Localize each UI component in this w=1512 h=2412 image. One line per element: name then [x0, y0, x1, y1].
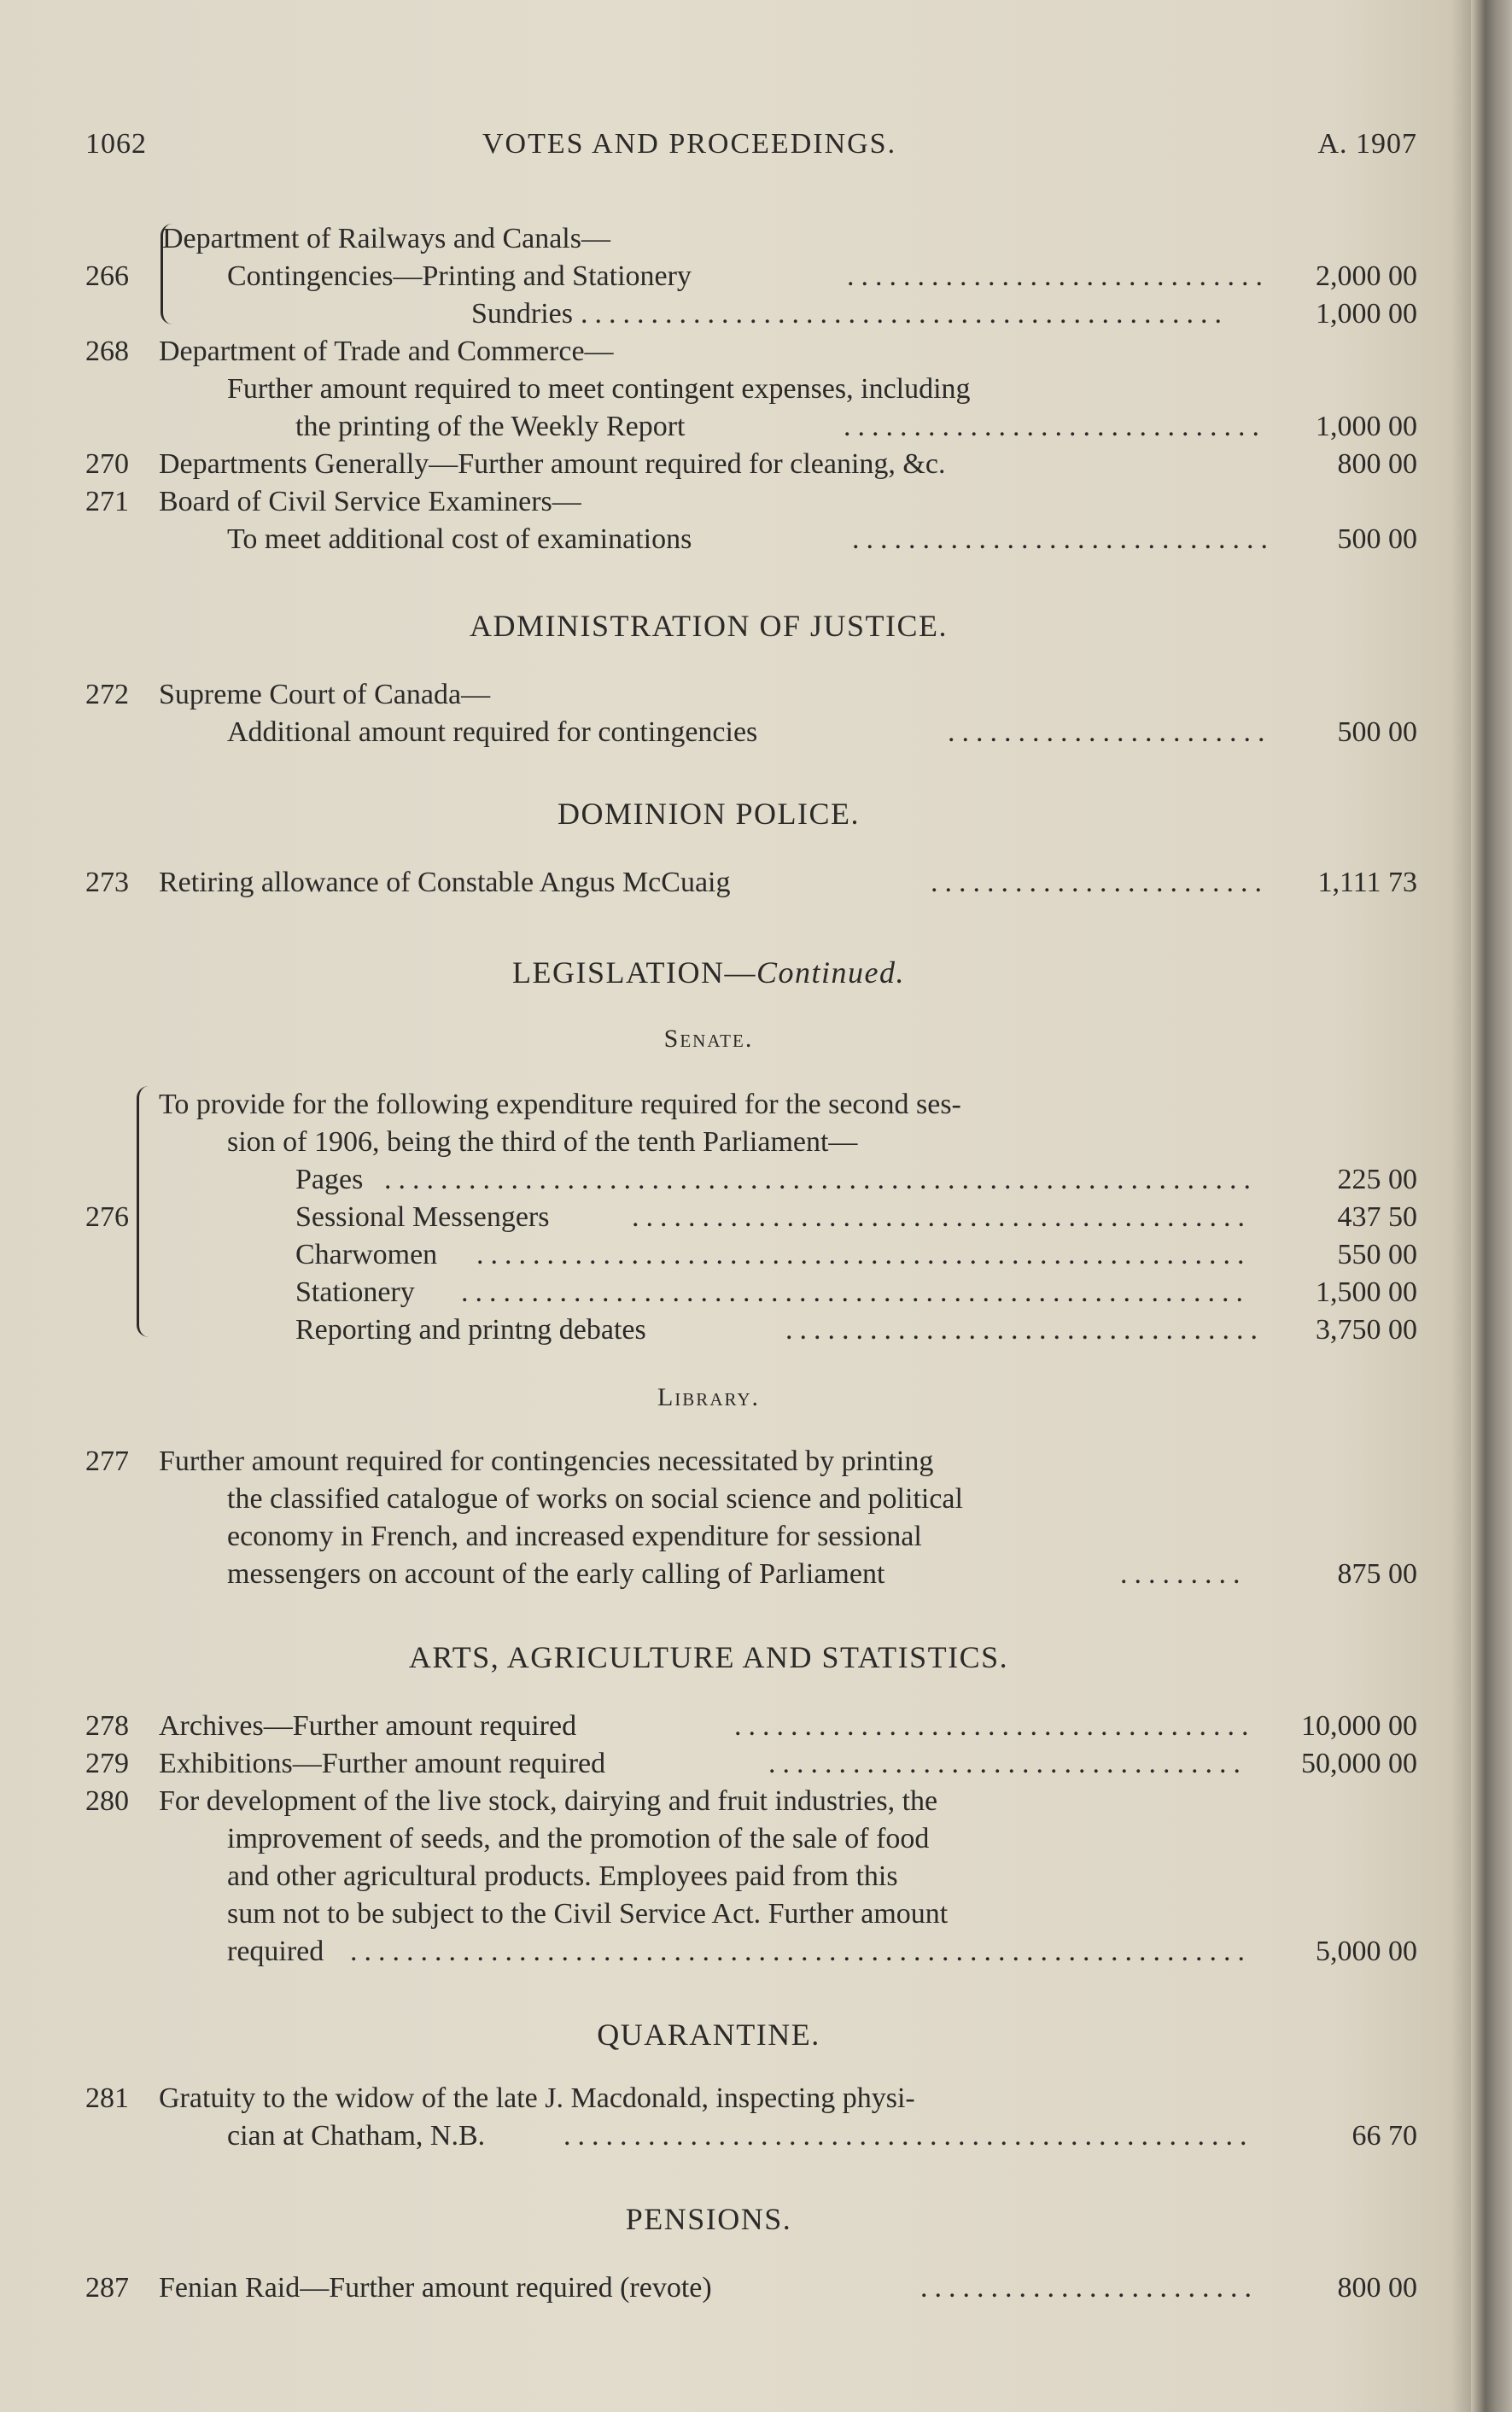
item-277-line4: messengers on account of the early calling of Parliament ......... 875 00: [85, 1556, 1417, 1593]
amount: 1,000 00: [1316, 298, 1417, 330]
dot-leader: .................................................: [563, 2120, 1254, 2152]
amount: 66 70: [1351, 2120, 1417, 2152]
session-year: A. 1907: [1317, 128, 1417, 160]
item-273-line1: 273 Retiring allowance of Constable Angus McCuaig ........................ 1,111 73: [85, 864, 1417, 902]
item-number: 276: [85, 1201, 129, 1233]
amount: 3,750 00: [1316, 1314, 1417, 1346]
dot-leader: .....................................: [734, 1710, 1256, 1742]
item-280-line3: and other agricultural products. Employees paid from this: [227, 1860, 898, 1892]
item-279-line1: 279 Exhibitions—Further amount required .................................. 50,000 00: [85, 1745, 1417, 1783]
item-276-sub-1: Pages .............................................................. 225 00: [85, 1161, 1417, 1199]
item-268-line3: the printing of the Weekly Report .............................. 1,000 00: [85, 408, 1417, 446]
item-number: 278: [85, 1710, 129, 1742]
section-heading-legislation: [85, 955, 1332, 990]
dot-leader: ........................................................: [461, 1276, 1250, 1308]
dot-leader: ................................................................: [350, 1936, 1252, 1967]
item-276-line1: To provide for the following expenditure required for the second ses-: [159, 1089, 961, 1120]
page-number: 1062: [85, 128, 147, 160]
item-268-line2: Further amount required to meet contingent expenses, including: [227, 373, 971, 405]
item-280-line2: improvement of seeds, and the promotion of the sale of food: [227, 1823, 930, 1854]
item-number: 280: [85, 1785, 129, 1817]
item-277-line2: the classified catalogue of works on social science and political: [227, 1483, 963, 1515]
item-number: 270: [85, 448, 129, 480]
item-271-line1: 271 Board of Civil Service Examiners—: [85, 483, 1417, 521]
item-276-sub-5: Reporting and printng debates .................................. 3,750 00: [85, 1311, 1417, 1349]
item-280-line5: required ................................................................ 5,000 00: [85, 1933, 1417, 1971]
amount: 500 00: [1337, 523, 1417, 555]
amount: 800 00: [1337, 2272, 1417, 2304]
book-spine-shadow: [1471, 0, 1512, 2412]
item-266-line2: 266 Contingencies—Printing and Stationery .............................. 2,000 00: [85, 258, 1417, 295]
dot-leader: .......................................................: [476, 1239, 1252, 1270]
page-title: VOTES AND PROCEEDINGS.: [482, 128, 897, 160]
dot-leader: ........................: [931, 867, 1269, 898]
subheading-senate: Senate.: [663, 1025, 754, 1053]
amount: 1,111 73: [1317, 867, 1417, 898]
amount: 5,000 00: [1316, 1936, 1417, 1967]
running-header: [85, 128, 1417, 162]
item-281-line2: cian at Chatham, N.B. ................................................. 66 70: [85, 2117, 1417, 2155]
amount: 10,000 00: [1301, 1710, 1417, 1742]
heading-continued: Continued.: [756, 955, 905, 990]
heading-text: LEGISLATION—: [512, 955, 756, 990]
item-266-line3: Sundries .............................................. 1,000 00: [85, 295, 1417, 333]
item-276-line2: sion of 1906, being the third of the tenth Parliament—: [227, 1126, 858, 1158]
item-276-sub-2: 276 Sessional Messengers ............................................ 437 50: [85, 1199, 1417, 1236]
item-281-line1: 281 Gratuity to the widow of the late J. Macdonald, inspecting physi-: [85, 2080, 1417, 2117]
amount: 875 00: [1337, 1558, 1417, 1590]
item-number: 272: [85, 679, 129, 710]
item-number: 273: [85, 867, 129, 898]
dot-leader: ..............................: [844, 411, 1266, 442]
item-287-line1: 287 Fenian Raid—Further amount required (revote) ........................ 800 00: [85, 2269, 1417, 2307]
item-277-line1: 277 Further amount required for contingencies necessitated by printing: [85, 1443, 1417, 1480]
item-number: 266: [85, 260, 129, 292]
item-number: 271: [85, 486, 129, 517]
amount: 437 50: [1337, 1201, 1417, 1233]
item-number: 277: [85, 1445, 129, 1477]
dot-leader: ..............................: [847, 260, 1270, 292]
item-271-line2: To meet additional cost of examinations .............................. 500 00: [85, 521, 1417, 558]
item-272-line1: 272 Supreme Court of Canada—: [85, 676, 1417, 714]
item-268-line1: 268 Department of Trade and Commerce—: [85, 333, 1417, 371]
dot-leader: ..................................: [785, 1314, 1264, 1346]
amount: 2,000 00: [1316, 260, 1417, 292]
item-number: 268: [85, 336, 129, 367]
item-number: 287: [85, 2272, 129, 2304]
dot-leader: ..............................................................: [384, 1164, 1258, 1195]
item-number: 281: [85, 2082, 129, 2114]
section-heading-pensions: PENSIONS.: [625, 2202, 792, 2236]
item-280-line1: 280 For development of the live stock, dairying and fruit industries, the: [85, 1783, 1417, 1820]
subheading-library: Library.: [657, 1383, 760, 1411]
item-277-line3: economy in French, and increased expenditure for sessional: [227, 1521, 922, 1552]
dot-leader: .........: [1120, 1558, 1247, 1590]
item-276-sub-3: Charwomen ....................................................... 550 00: [85, 1236, 1417, 1274]
item-280-line4: sum not to be subject to the Civil Service Act. Further amount: [227, 1898, 949, 1930]
section-heading-justice: ADMINISTRATION OF JUSTICE.: [469, 609, 948, 643]
amount: 225 00: [1337, 1164, 1417, 1195]
section-heading-quarantine: QUARANTINE.: [597, 2018, 820, 2052]
dot-leader: .......................: [948, 716, 1272, 748]
dot-leader: ............................................: [632, 1201, 1252, 1233]
dot-leader: ..............................: [852, 523, 1275, 555]
amount: 800 00: [1337, 448, 1417, 480]
dot-leader: ..............................................: [581, 298, 1229, 330]
section-heading-police: DOMINION POLICE.: [558, 797, 860, 831]
amount: 500 00: [1337, 716, 1417, 748]
item-276-sub-4: Stationery ........................................................ 1,500 00: [85, 1274, 1417, 1311]
amount: 550 00: [1337, 1239, 1417, 1270]
dot-leader: ........................: [920, 2272, 1258, 2304]
item-278-line1: 278 Archives—Further amount required ..................................... 10,000 00: [85, 1708, 1417, 1745]
item-number: 279: [85, 1748, 129, 1779]
amount: 50,000 00: [1301, 1748, 1417, 1779]
dot-leader: ..................................: [768, 1748, 1247, 1779]
item-266-line1: Department of Railways and Canals—: [162, 223, 610, 254]
item-272-line2: Additional amount required for contingencies ....................... 500 00: [85, 714, 1417, 751]
section-heading-arts: ARTS, AGRICULTURE AND STATISTICS.: [408, 1640, 1009, 1674]
amount: 1,500 00: [1316, 1276, 1417, 1308]
item-270-line1: 270 Departments Generally—Further amount required for cleaning, &c. 800 00: [85, 446, 1417, 483]
amount: 1,000 00: [1316, 411, 1417, 442]
